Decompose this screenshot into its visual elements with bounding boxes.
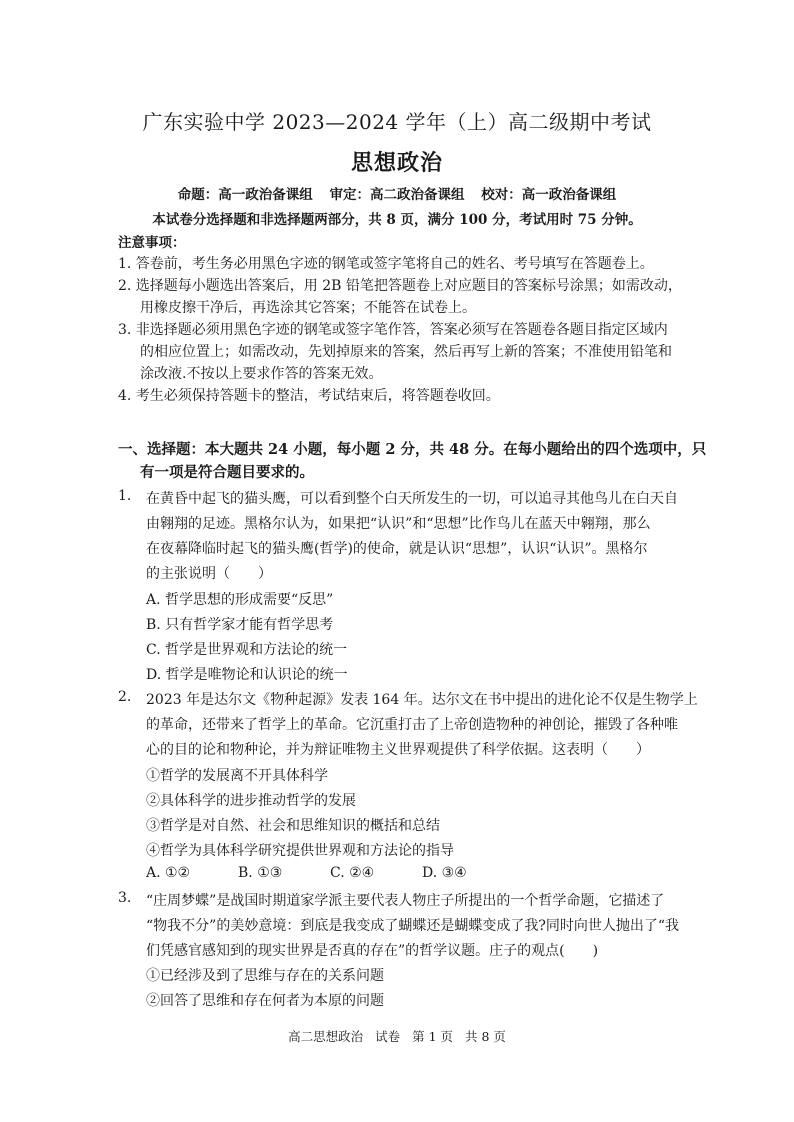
footer-subject: 高二思想政治 [288,1029,364,1044]
exam-title: 广东实验中学 2023—2024 学年（上）高二级期中考试 [142,110,652,134]
option-d: D. 哲学是唯物论和认识论的统一 [146,667,348,683]
credit-reviewer: 审定：高二政治备课组 [329,187,465,203]
choice-b: B. ①③ [238,865,283,881]
notice-item-1: 1. 答卷前，考生务必用黑色字迹的钢笔或签字笔将自己的姓名、考号填写在答题卷上。 [118,256,654,272]
footer-page: 第 1 页 [412,1029,453,1044]
statement-4: ④哲学为具体科学研究提供世界观和方法论的指导 [146,843,454,859]
notice-item-3-cont: 的相应位置上；如需改动，先划掉原来的答案，然后再写上新的答案；不准使用铅笔和 [140,344,672,360]
choice-d: D. ③④ [422,865,467,881]
exam-summary: 本试卷分选择题和非选择题两部分，共 8 页，满分 100 分，考试用时 75 分钟。 [152,212,642,228]
statement-1: ①已经涉及到了思维与存在的关系问题 [146,968,384,984]
question-stem-line: “物我不分”的美妙意境：到底是我变成了蝴蝶还是蝴蝶变成了我?同时向世人抛出了“我 [146,918,679,934]
section-heading-cont: 有一项是符合题目要求的。 [140,464,314,481]
statement-1: ①哲学的发展离不开具体科学 [146,768,328,784]
section-heading: 一、选择题：本大题共 24 小题，每小题 2 分，共 48 分。在每小题给出的四个选项中，只 [118,441,707,458]
statement-2: ②回答了思维和存在何者为本原的问题 [146,993,384,1009]
option-c: C. 哲学是世界观和方法论的统一 [146,642,348,658]
statement-2: ②具体科学的进步推动哲学的发展 [146,793,356,809]
question-stem-line: 由翱翔的足迹。黑格尔认为，如果把“认识”和“思想”比作鸟儿在蓝天中翱翔，那么 [146,516,651,532]
notice-item-2-cont: 用橡皮擦干净后，再选涂其它答案；不能答在试卷上。 [140,300,476,316]
question-stem-line: 在黄昏中起飞的猫头鹰，可以看到整个白天所发生的一切，可以追寻其他鸟儿在白天自 [146,491,678,507]
footer-type: 试卷 [375,1029,401,1044]
question-stem-line: 的革命，还带来了哲学上的革命。它沉重打击了上帝创造物种的神创论，摧毁了各种唯 [146,717,678,733]
option-a: A. 哲学思想的形成需要“反思” [146,592,334,608]
question-number: 2. [118,689,132,705]
question-stem-line: 心的目的论和物种论，并为辩证唯物主义世界观提供了科学依据。这表明（ ） [146,742,650,758]
subject-title: 思想政治 [350,150,443,176]
question-stem-line: 2023 年是达尔文《物种起源》发表 164 年。达尔文在书中提出的进化论不仅是生物学上 [146,692,698,708]
notice-title: 注意事项： [118,235,186,251]
credit-proofreader: 校对：高一政治备课组 [481,187,617,203]
question-stem-line: “庄周梦蝶”是战国时期道家学派主要代表人物庄子所提出的一个哲学命题，它描述了 [146,893,665,909]
notice-item-4: 4. 考生必须保持答题卡的整洁，考试结束后，将答题卷收回。 [118,388,500,404]
credit-author: 命题：高一政治备课组 [177,187,313,203]
notice-item-3-cont2: 涂改液.不按以上要求作答的答案无效。 [140,366,383,382]
question-number: 3. [118,890,132,906]
notice-item-2: 2. 选择题每小题选出答案后，用 2B 铅笔把答题卷上对应题目的答案标号涂黑；如需改动， [118,278,682,294]
question-stem-line: 在夜幕降临时起飞的猫头鹰(哲学)的使命，就是认识“思想”，认识“认识”。黑格尔 [146,541,648,557]
choice-a: A. ①② [146,865,191,881]
choice-row [146,865,467,881]
question-stem-line: 的主张说明（ ） [146,566,272,582]
notice-item-3: 3. 非选择题必须用黑色字迹的钢笔或签字笔作答，答案必须写在答题卷各题目指定区域内 [118,322,668,338]
footer-total: 共 8 页 [464,1029,506,1044]
option-b: B. 只有哲学家才能有哲学思考 [146,617,334,633]
question-number: 1. [118,488,132,504]
page-footer [0,1027,794,1045]
statement-3: ③哲学是对自然、社会和思维知识的概括和总结 [146,818,440,834]
choice-c: C. ②④ [330,865,375,881]
question-stem-line: 们凭感官感知到的现实世界是否真的存在”的哲学议题。庄子的观点( ) [146,943,599,959]
credits-line [0,183,794,203]
